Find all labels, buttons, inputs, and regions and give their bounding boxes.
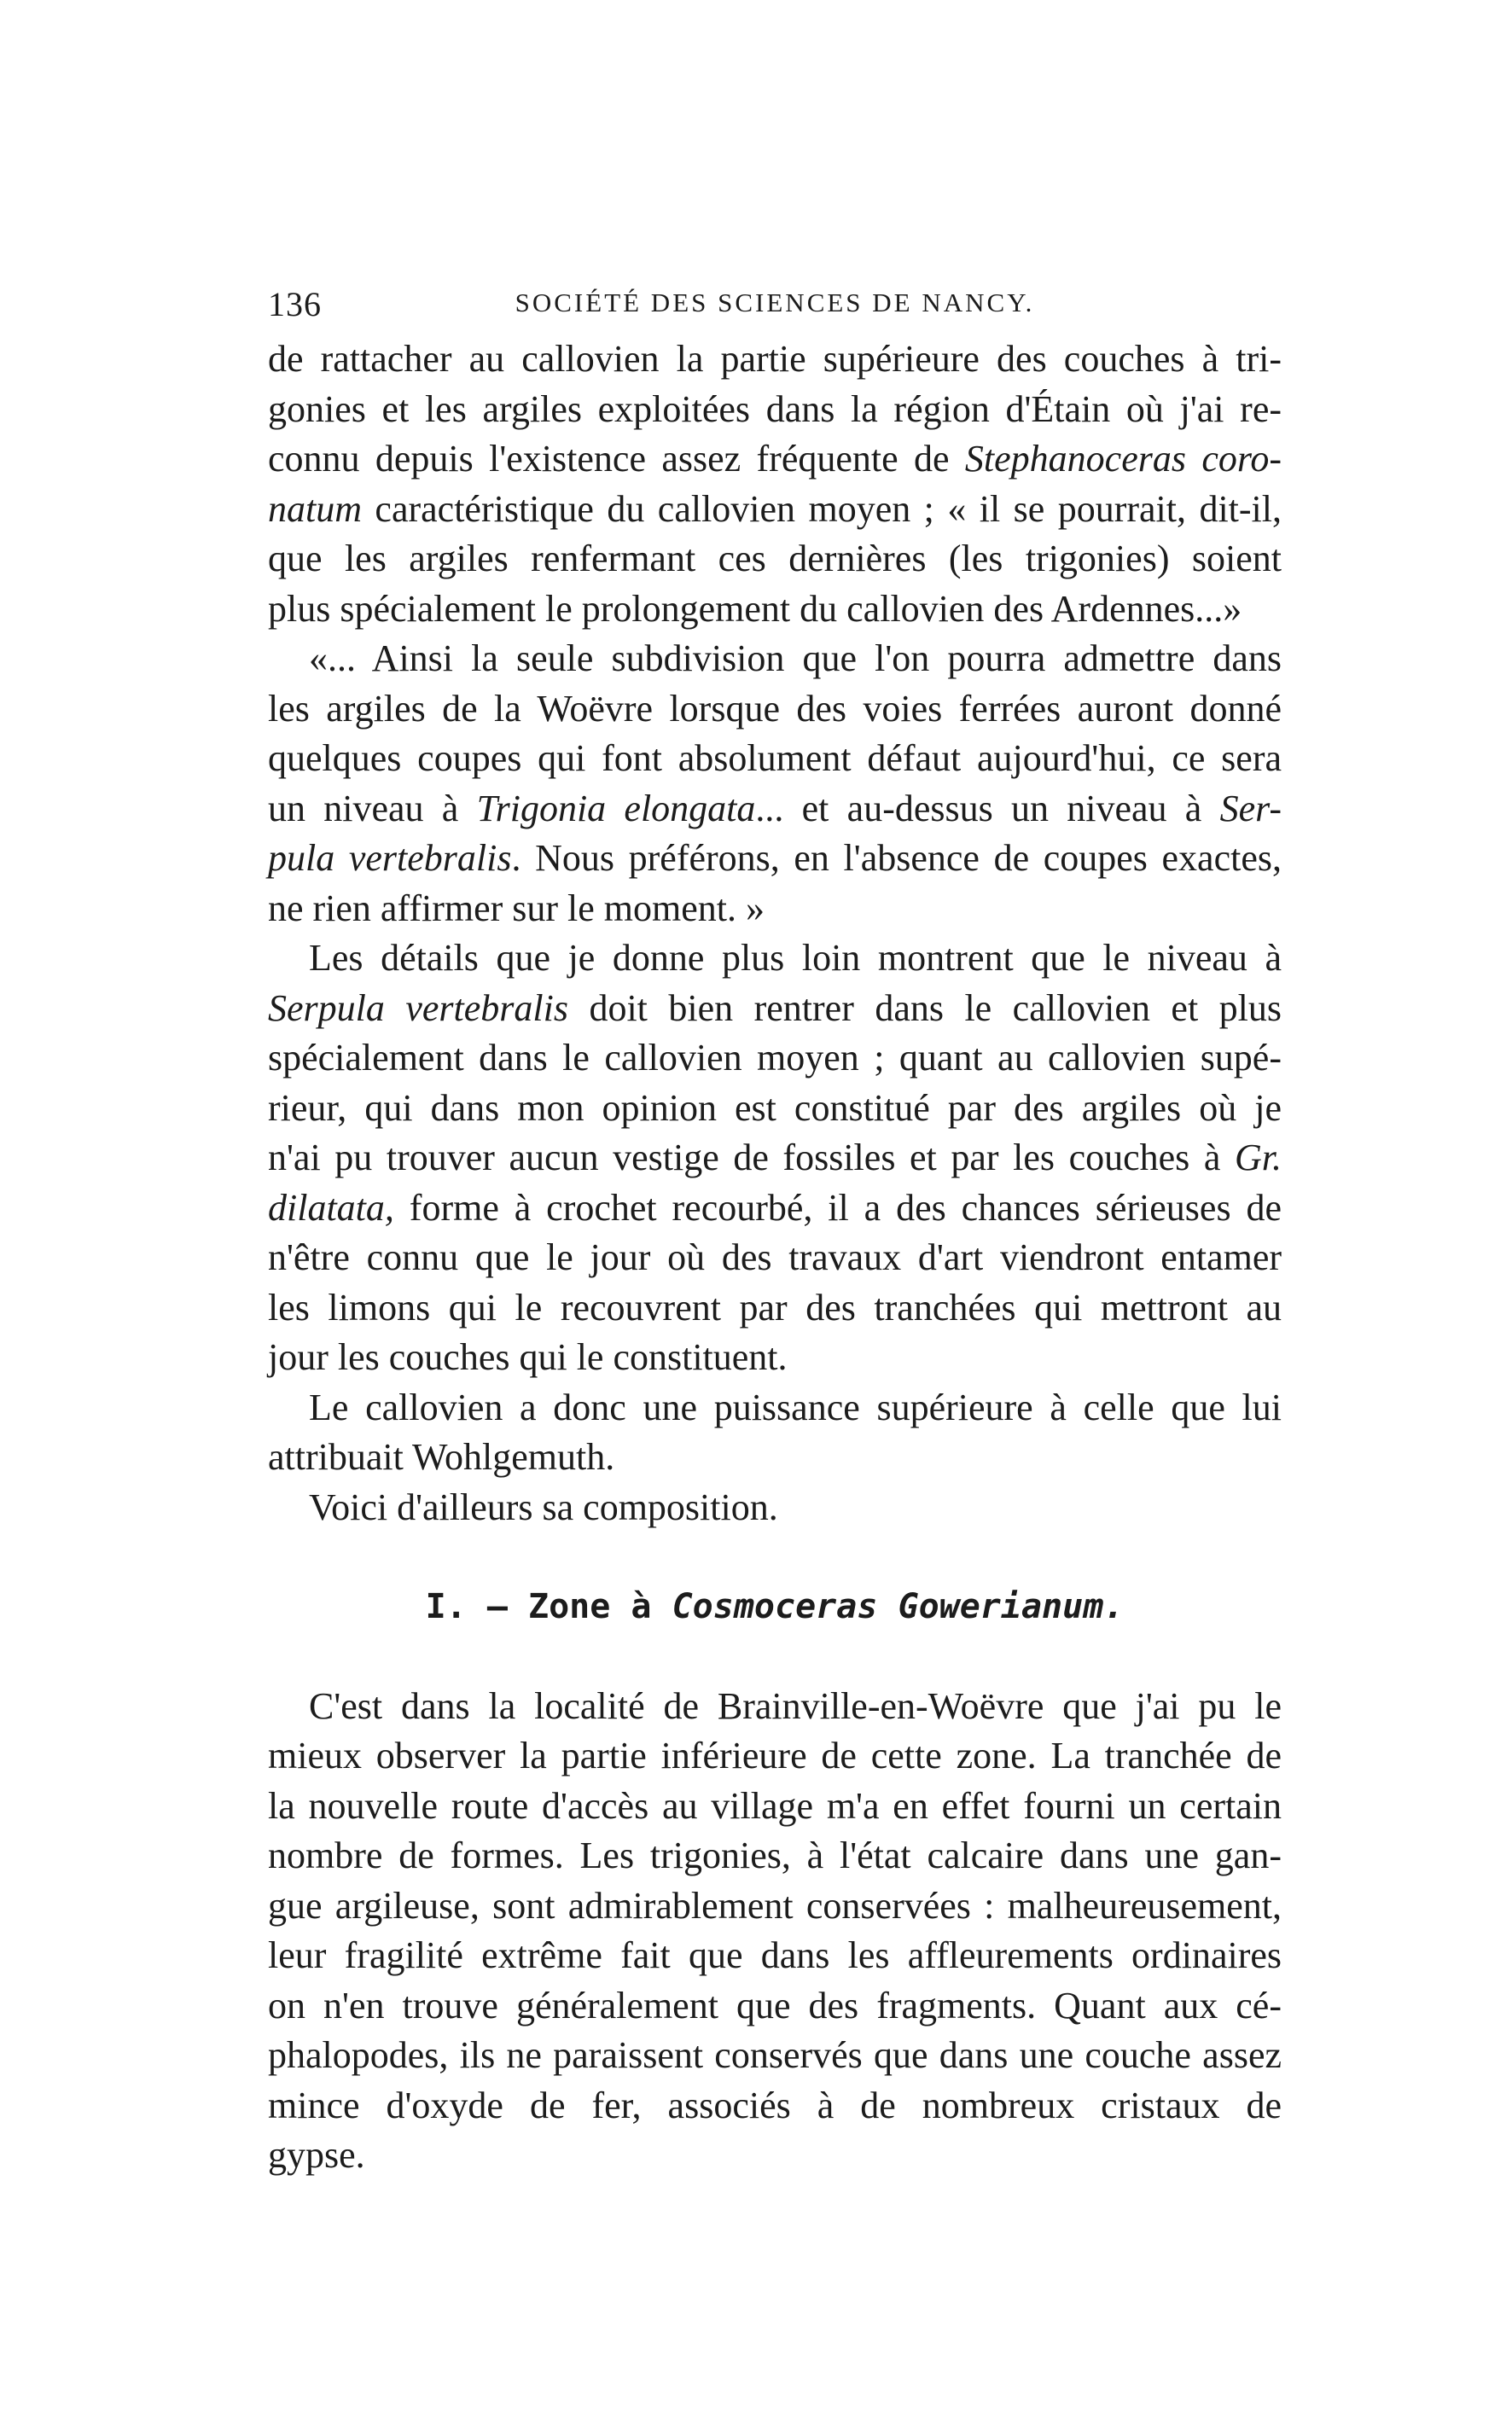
page-header (268, 284, 1282, 327)
text-line: nombre de formes. Les trigonies, à l'état calcaire dans une gan- (268, 1835, 1282, 1876)
text-line: gonies et les argiles exploitées dans la région d'Étain où j'ai re- (268, 387, 1282, 430)
text-span: doit bien rentrer dans le callovien et plus (567, 986, 1282, 1029)
text-span: caractéristique du callovien moyen ; « il se pourrait, dit-il, (362, 487, 1282, 530)
text-line: gue argileuse, sont admirablement conservées : malheureusement, (268, 1884, 1282, 1927)
taxon-name: Gr. (1234, 1137, 1282, 1178)
text-line (268, 1183, 1282, 1234)
text-line: leur fragilité extrême fait que dans les affleurements ordinaires (268, 1934, 1282, 1976)
paragraph (268, 1483, 1282, 1533)
text-line: spécialement dans le callovien moyen ; quant au callovien supé- (268, 1037, 1282, 1079)
section-heading (268, 1532, 1282, 1682)
paragraph (268, 334, 1282, 634)
text-span: un niveau à (268, 787, 477, 829)
text-line: attribuait Wohlgemuth. (268, 1436, 615, 1478)
body-text (268, 334, 1282, 2181)
text-line: de rattacher au callovien la partie supérieure des couches à tri- (268, 338, 1282, 380)
text-line: C'est dans la localité de Brainville-en-Woëvre que j'ai pu le (309, 1684, 1282, 1727)
taxon-name: Ser- (1219, 787, 1282, 829)
section-heading-prefix: I. — Zone à (425, 1587, 672, 1626)
paragraph (268, 1682, 1282, 2181)
text-line (268, 485, 1282, 535)
text-span: ... et au-dessus un niveau à (755, 787, 1220, 829)
text-line: que les argiles renfermant ces dernières (les trigonies) soient (268, 538, 1282, 579)
paragraph (268, 634, 1282, 933)
section-heading-taxon: Cosmoceras Gowerianum. (672, 1587, 1125, 1626)
text-line: plus spécialement le prolongement du callovien des Ardennes...» (268, 587, 1242, 630)
text-line: les argiles de la Woëvre lorsque des voies ferrées auront donné (268, 687, 1282, 730)
text-line: mieux observer la partie inférieure de cette zone. La tranchée de (268, 1735, 1282, 1776)
text-span: n'ai pu trouver aucun vestige de fossiles et par les couches à (268, 1137, 1235, 1178)
paragraph (268, 933, 1282, 1383)
running-title: SOCIÉTÉ DES SCIENCES DE NANCY. (515, 288, 1035, 317)
text-line: phalopodes, ils ne paraissent conservés que dans une couche assez (268, 2034, 1282, 2076)
text-line (268, 984, 1282, 1034)
text-line: jour les couches qui le constituent. (268, 1336, 788, 1378)
taxon-name: pula vertebralis (268, 837, 512, 879)
text-line (268, 784, 1282, 834)
taxon-name: natum (268, 487, 362, 530)
paragraph (268, 1383, 1282, 1483)
text-line (268, 1133, 1282, 1183)
text-span: connu depuis l'existence assez fréquente de (268, 438, 965, 480)
text-line: Voici d'ailleurs sa composition. (309, 1486, 778, 1528)
taxon-name: Stephanoceras coro- (964, 438, 1282, 480)
text-line: Le callovien a donc une puissance supérieure à celle que lui (309, 1386, 1282, 1428)
text-line: rieur, qui dans mon opinion est constitué par des argiles où je (268, 1086, 1282, 1129)
text-line: gypse. (268, 2134, 365, 2176)
text-line: quelques coupes qui font absolument défaut aujourd'hui, ce sera (268, 737, 1282, 779)
text-line: la nouvelle route d'accès au village m'a en effet fourni un certain (268, 1784, 1282, 1827)
taxon-name: Trigonia elongata (476, 787, 756, 829)
text-span: . Nous préférons, en l'absence de coupes exactes, (511, 837, 1282, 879)
text-line: Les détails que je donne plus loin montrent que le niveau à (309, 937, 1282, 979)
text-line: mince d'oxyde de fer, associés à de nombreux cristaux de (268, 2084, 1282, 2126)
text-line: n'être connu que le jour où des travaux d'art viendront entamer (268, 1236, 1282, 1278)
text-span: forme à crochet recourbé, il a des chances sérieuses de (393, 1186, 1282, 1229)
page-number: 136 (268, 285, 322, 323)
taxon-name: dilatata, (268, 1186, 394, 1229)
text-line: «... Ainsi la seule subdivision que l'on pourra admettre dans (309, 637, 1282, 679)
text-line: les limons qui le recouvrent par des tranchées qui mettront au (268, 1286, 1282, 1329)
text-line: ne rien affirmer sur le moment. » (268, 887, 765, 929)
text-line (268, 434, 1282, 485)
text-line (268, 834, 1282, 884)
text-line: on n'en trouve généralement que des fragments. Quant aux cé- (268, 1984, 1282, 2026)
taxon-name: Serpula vertebralis (268, 986, 568, 1029)
